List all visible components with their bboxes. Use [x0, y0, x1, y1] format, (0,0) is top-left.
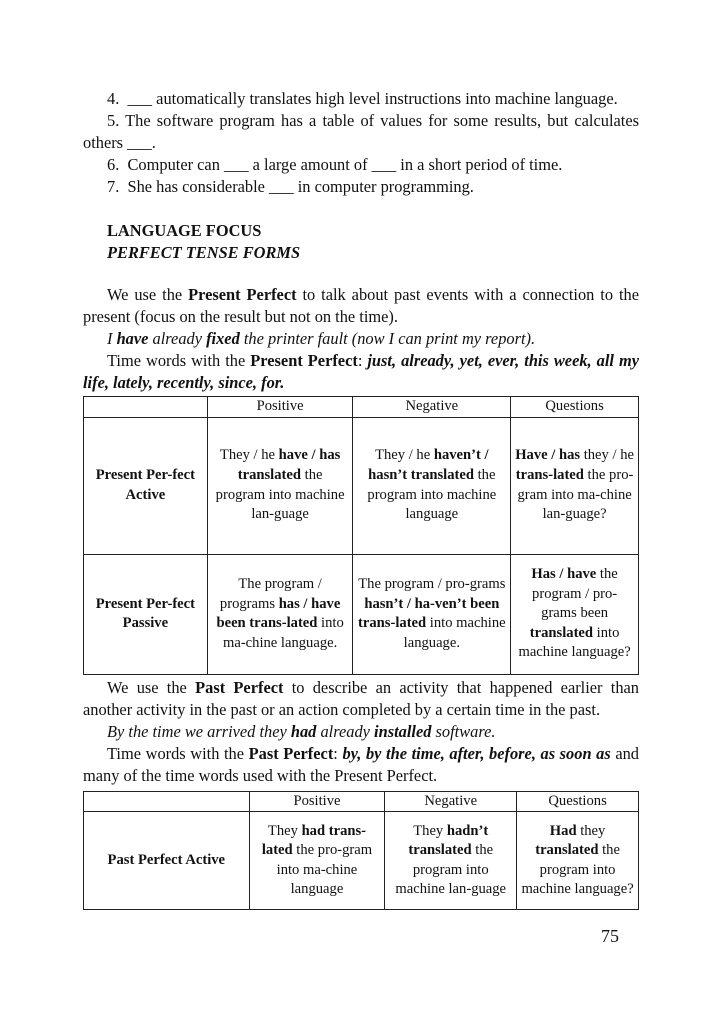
past-perfect-table	[83, 791, 639, 911]
header-questions: Questions	[517, 791, 639, 812]
table-header-row	[84, 791, 639, 812]
page-body	[83, 88, 639, 910]
section-heading	[83, 220, 639, 264]
past-perfect-time-words: Time words with the Past Perfect: by, by the time, after, before, as soon as and many of the time words used with the Present Perfect.	[83, 743, 639, 785]
cell-questions: Have / has they / he trans-lated the pro-gram into ma-chine lan-guage?	[511, 417, 639, 554]
cell-positive: The program / programs has / have been trans-lated into ma-chine language.	[207, 554, 353, 674]
cell-questions: Has / have the program / pro-grams been translated into machine language?	[511, 554, 639, 674]
table-row	[84, 812, 639, 910]
cell-positive: They had trans-lated the pro-gram into ma-chine language	[249, 812, 385, 910]
table-header-row	[84, 397, 639, 418]
row-label: Present Per-fect Active	[84, 417, 208, 554]
section-subtitle: PERFECT TENSE FORMS	[107, 243, 301, 262]
present-perfect-time-words: Time words with the Present Perfect: just, already, yet, ever, this week, all my life, lately, recently, since, for.	[83, 351, 639, 392]
present-perfect-example: I have already fixed the printer fault (now I can print my report).	[107, 329, 536, 348]
table-corner	[84, 791, 250, 812]
present-perfect-intro: We use the Present Perfect to talk about past events with a connection to the present (focus on the result but not on the time).	[83, 285, 639, 326]
row-label: Present Per-fect Passive	[84, 554, 208, 674]
header-positive: Positive	[249, 791, 385, 812]
past-perfect-example: By the time we arrived they had already installed software.	[107, 721, 496, 741]
table-row	[84, 417, 639, 554]
exercise-7: 7. She has considerable ___ in computer programming.	[107, 177, 474, 196]
present-perfect-table	[83, 396, 639, 675]
cell-negative: They hadn’t translated the program into machine lan-guage	[385, 812, 517, 910]
cell-questions: Had they translated the program into machine language?	[517, 812, 639, 910]
header-questions: Questions	[511, 397, 639, 418]
header-negative: Negative	[353, 397, 511, 418]
section-title: LANGUAGE FOCUS	[107, 221, 262, 240]
exercise-6: 6. Computer can ___ a large amount of ___ in a short period of time.	[107, 155, 563, 174]
page-number: 75	[601, 926, 619, 946]
cell-negative: The program / pro-grams hasn’t / ha-ven’t been trans-lated into machine language.	[353, 554, 511, 674]
header-negative: Negative	[385, 791, 517, 812]
exercise-4: 4. ___ automatically translates high level instructions into machine language.	[107, 89, 618, 108]
table-row	[84, 554, 639, 674]
cell-positive: They / he have / has translated the program into machine lan-guage	[207, 417, 353, 554]
exercise-5: 5. The software program has a table of values for some results, but calculates others ___.	[83, 111, 639, 152]
past-perfect-intro: We use the Past Perfect to describe an activity that happened earlier than another activity in the past or an action completed by a certain time in the past.	[83, 677, 639, 719]
cell-negative: They / he haven’t / hasn’t translated the program into machine language	[353, 417, 511, 554]
table-corner	[84, 397, 208, 418]
row-label: Past Perfect Active	[84, 812, 250, 910]
header-positive: Positive	[207, 397, 353, 418]
